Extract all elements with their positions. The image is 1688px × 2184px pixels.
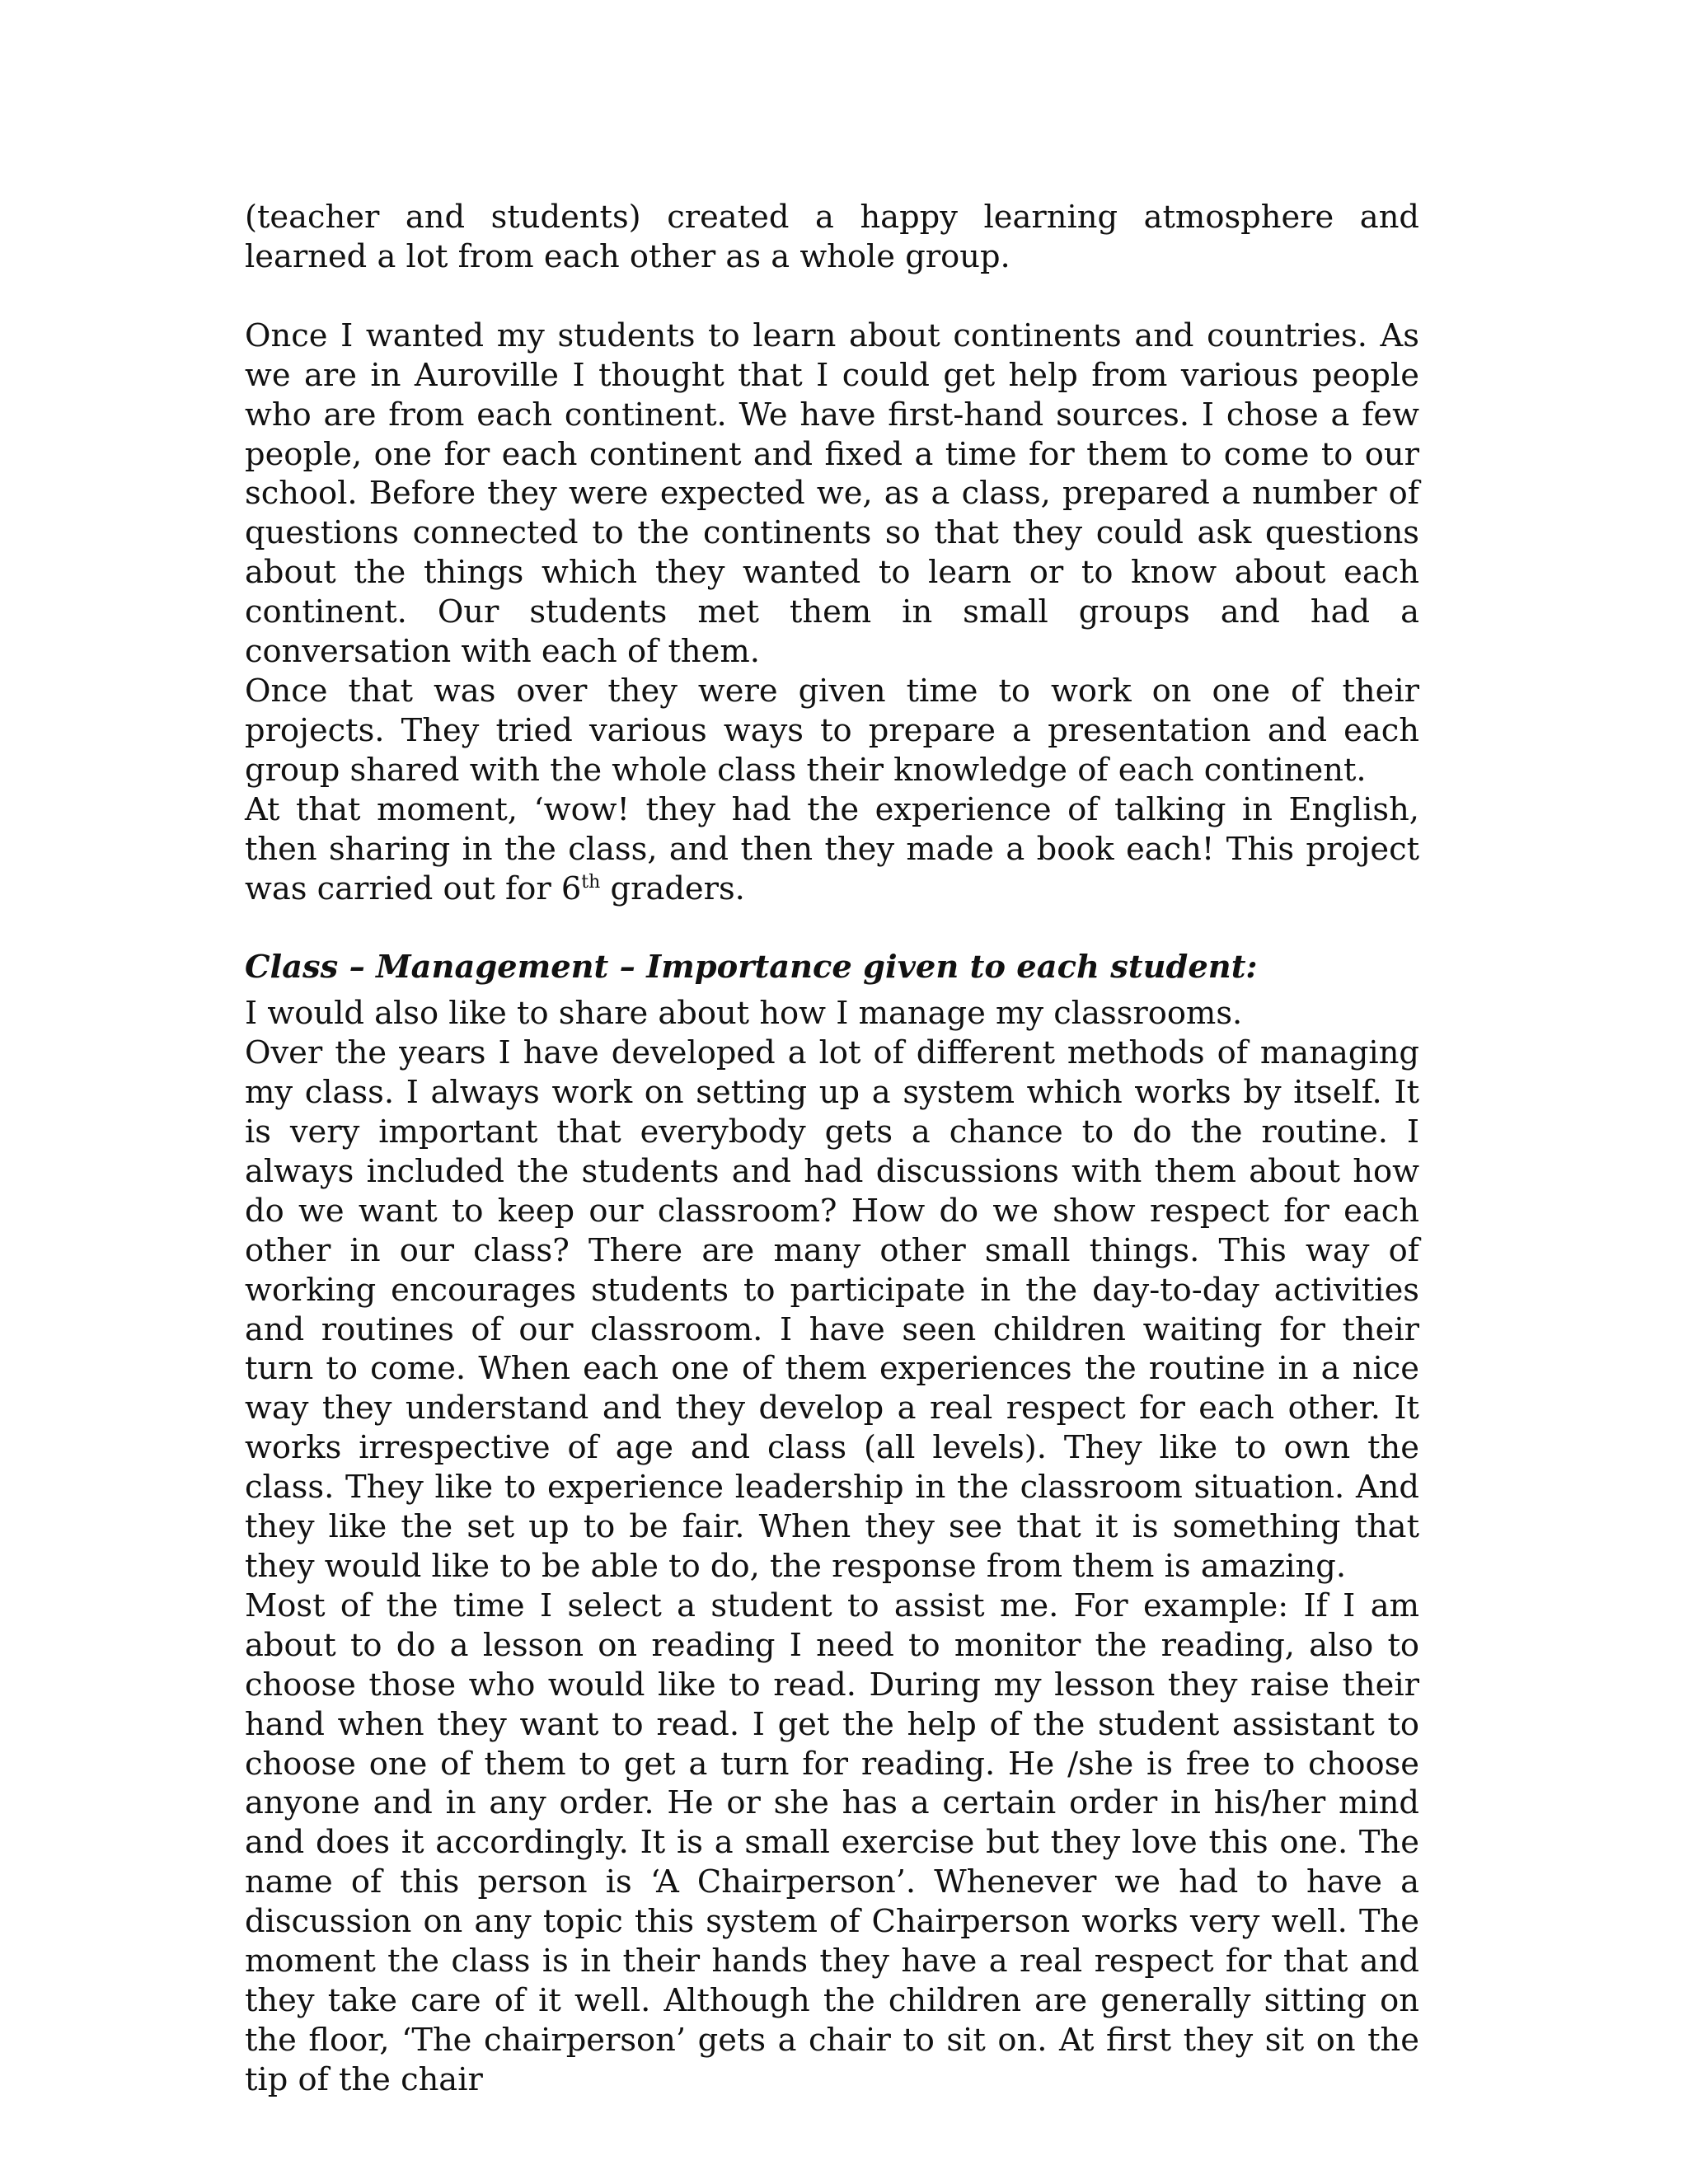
paragraph-wow-text: At that moment, ‘wow! they had the experience of talking in English, then sharing in the class, and then they made a book each! This project was carried out for 6 — [245, 790, 1419, 907]
section-heading-wrap — [245, 948, 1419, 987]
paragraph-continents: Once I wanted my students to learn about continents and countries. As we are in Auroville I thought that I could get help from various people who are from each continent. We have first-hand sources. I chose a few people, one for each continent and fixed a time for them to come to our school. Before they were expected we, as a class, prepared a number of questions connected to the continents so that they could ask questions about the things which they wanted to learn or to know about each continent. Our students met them in small groups and had a conversation with each of them. — [245, 316, 1419, 671]
paragraph-share: I would also like to share about how I manage my classrooms. — [245, 995, 1243, 1033]
ordinal-suffix: th — [581, 871, 601, 893]
paragraph-intro: (teacher and students) created a happy learning atmosphere and learned a lot from each other as a whole group. — [245, 199, 1419, 275]
paragraph-projects: Once that was over they were given time to work on one of their projects. They tried various ways to prepare a presentation and each group shared with the whole class their knowledge of each continent. — [245, 672, 1419, 789]
document-page — [245, 198, 1419, 2100]
section-heading: Class – Management – Importance given to each student: — [245, 949, 1258, 987]
paragraph-wow — [245, 790, 1419, 909]
paragraph-assistant: Most of the time I select a student to assist me. For example: If I am about to do a lesson on reading I need to monitor the reading, also to choose those who would like to read. During my lesson they raise their hand when they want to read. I get the help of the student assistant to choose one of them to get a turn for reading. He /she is free to choose anyone and in any order. He or she has a certain order in his/her mind and does it accordingly. It is a small exercise but they love this one. The name of this person is ‘A Chairperson’. Whenever we had to have a discussion on any topic this system of Chairperson works very well. The moment the class is in their hands they have a real respect for that and they take care of it well. Although the children are generally sitting on the floor, ‘The chairperson’ gets a chair to sit on. At first they sit on the tip of the chair — [245, 1586, 1419, 2098]
paragraph-methods: Over the years I have developed a lot of different methods of managing my class. I always work on setting up a system which works by itself. It is very important that everybody gets a chance to do the routine. I always included the students and had discussions with them about how do we want to keep our classroom? How do we show respect for each other in our class? There are many other small things. This way of working encourages students to participate in the day-to-day activities and routines of our classroom. I have seen children waiting for their turn to come. When each one of them experiences the routine in a nice way they understand and they develop a real respect for each other. It works irrespective of age and class (all levels). They like to own the class. They like to experience leadership in the classroom situation. And they like the set up to be fair. When they see that it is something that they would like to be able to do, the response from them is amazing. — [245, 1034, 1419, 1585]
paragraph-wow-end: graders. — [600, 869, 745, 907]
